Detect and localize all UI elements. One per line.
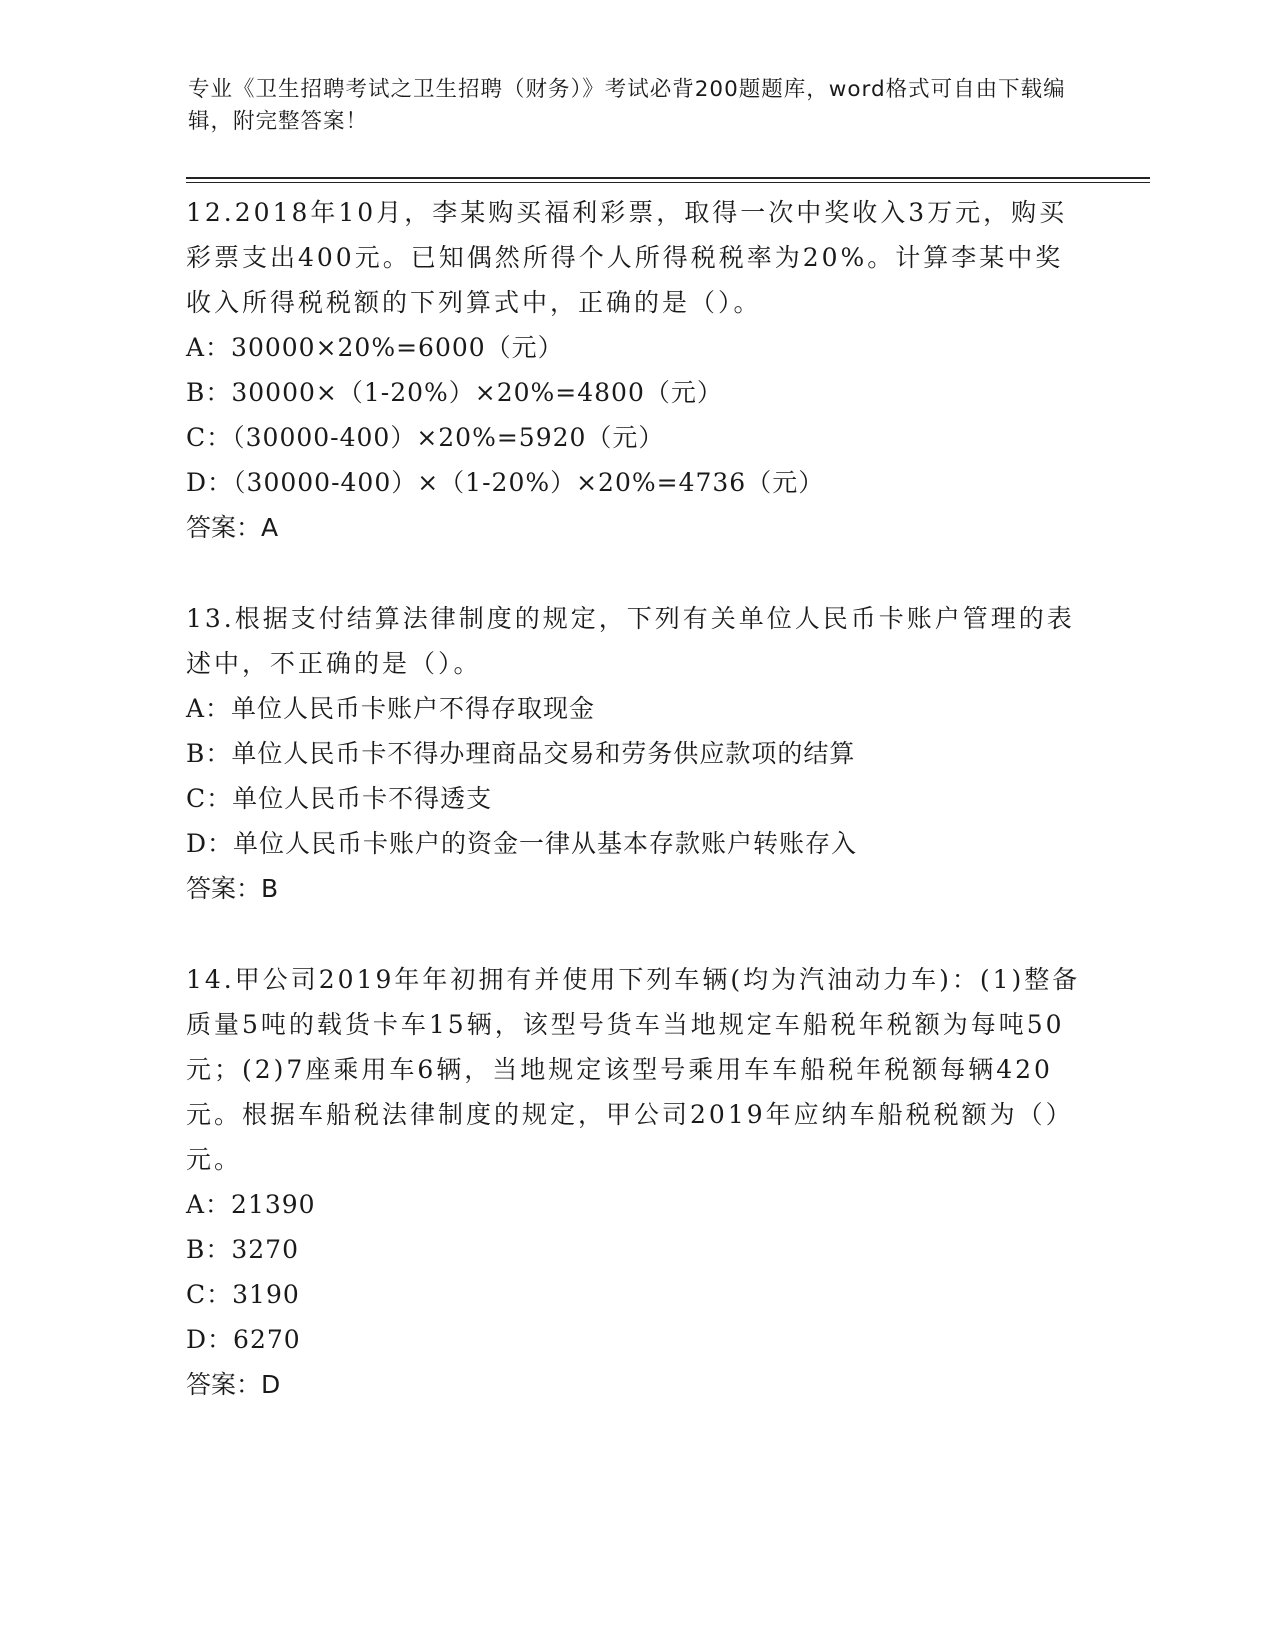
- option-a: A：单位人民币卡账户不得存取现金: [186, 694, 596, 723]
- header-rule-thin: [186, 182, 1150, 183]
- option-b: B：单位人民币卡不得办理商品交易和劳务供应款项的结算: [186, 739, 856, 768]
- question-12: [186, 190, 1086, 550]
- answer-line: 答案：A: [186, 513, 279, 542]
- option-a: A：30000×20%=6000（元）: [186, 333, 564, 362]
- question-spacer: [186, 911, 1086, 957]
- answer-line: 答案：B: [186, 874, 279, 903]
- option-a: A：21390: [186, 1190, 316, 1219]
- header-rule-thick: [186, 177, 1150, 179]
- question-spacer: [186, 550, 1086, 596]
- option-d: D：6270: [186, 1325, 301, 1354]
- option-c: C：单位人民币卡不得透支: [186, 784, 493, 813]
- option-c: C：（30000-400）×20%=5920（元）: [186, 423, 665, 452]
- question-stem: 12.2018年10月，李某购买福利彩票，取得一次中奖收入3万元，购买彩票支出400元。已知偶然所得个人所得税税率为20%。计算李某中奖收入所得税税额的下列算式中，正确的是（）。: [186, 198, 1068, 317]
- option-c: C：3190: [186, 1280, 300, 1309]
- question-13: [186, 596, 1086, 911]
- option-b: B：30000×（1-20%）×20%=4800（元）: [186, 378, 723, 407]
- question-list: [186, 190, 1086, 1407]
- option-d: D：（30000-400）×（1-20%）×20%=4736（元）: [186, 468, 825, 497]
- question-stem: 13.根据支付结算法律制度的规定，下列有关单位人民币卡账户管理的表述中，不正确的是（）。: [186, 604, 1075, 678]
- answer-line: 答案：D: [186, 1370, 281, 1399]
- option-b: B：3270: [186, 1235, 299, 1264]
- question-14: [186, 957, 1086, 1407]
- question-stem: 14.甲公司2019年年初拥有并使用下列车辆(均为汽油动力车)：(1)整备质量5吨的载货卡车15辆，该型号货车当地规定车船税年税额为每吨50元；(2)7座乘用车6辆，当地规定该型号乘用车车船税年税额每辆420元。根据车船税法律制度的规定，甲公司2019年应纳车船税税额为（）元。: [186, 965, 1081, 1174]
- option-d: D：单位人民币卡账户的资金一律从基本存款账户转账存入: [186, 829, 858, 858]
- document-header: 专业《卫生招聘考试之卫生招聘（财务）》考试必背200题题库，word格式可自由下载编辑，附完整答案！: [188, 77, 1066, 134]
